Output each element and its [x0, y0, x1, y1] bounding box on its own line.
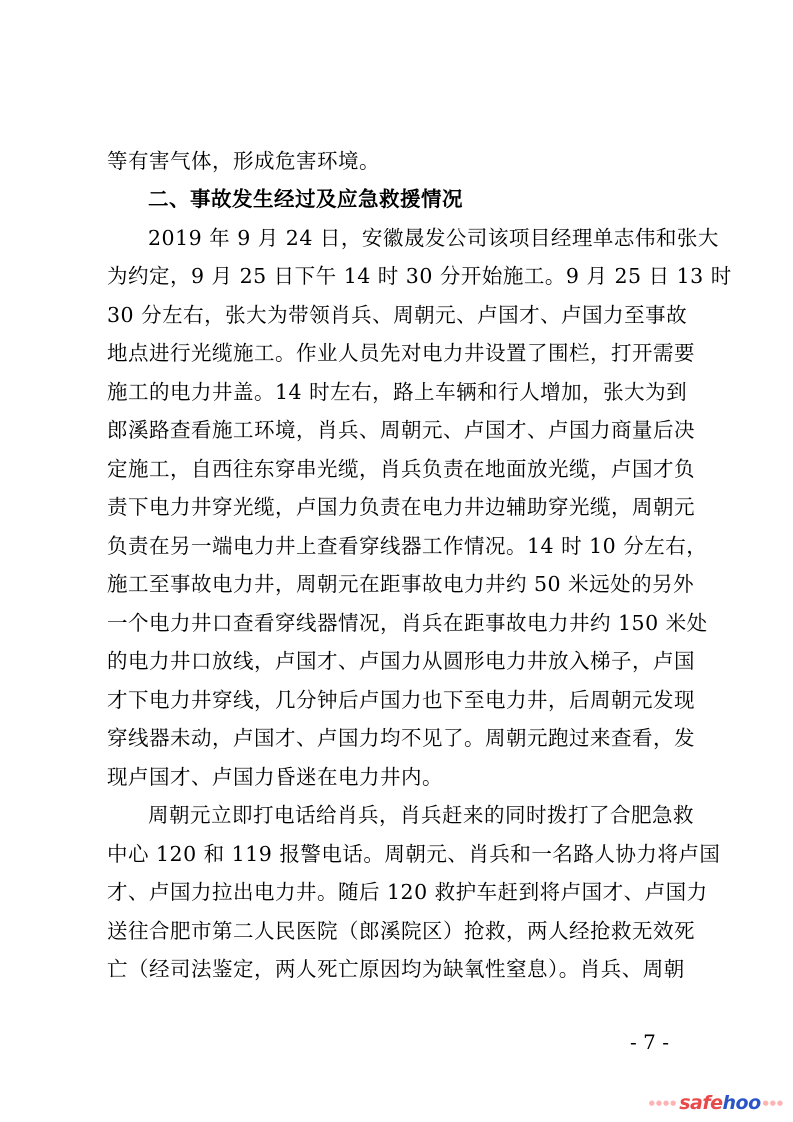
paragraph-line: 亡（经司法鉴定，两人死亡原因均为缺氧性窒息）。肖兵、周朝 — [107, 957, 685, 981]
paragraph-line: 30 分左右，张大为带领肖兵、周朝元、卢国才、卢国力至事故 — [107, 303, 688, 327]
paragraph-line: 地点进行光缆施工。作业人员先对电力井设置了围栏，打开需要 — [107, 341, 695, 365]
paragraph-line: 等有害气体，形成危害环境。 — [107, 149, 380, 173]
page-number: - 7 - — [630, 1030, 669, 1054]
paragraph-line: 现卢国才、卢国力昏迷在电力井内。 — [107, 765, 443, 789]
paragraph-line: 定施工，自西往东穿串光缆，肖兵负责在地面放光缆，卢国才负 — [107, 457, 695, 481]
paragraph-line: 2019 年 9 月 24 日，安徽晟发公司该项目经理单志伟和张大 — [148, 226, 719, 250]
watermark-tail-dots-icon: ●●● — [762, 1099, 784, 1107]
paragraph-line: 施工至事故电力井，周朝元在距事故电力井约 50 米远处的另外 — [107, 572, 695, 596]
section-heading: 二、事故发生经过及应急救援情况 — [148, 187, 463, 211]
paragraph-line: 穿线器未动，卢国才、卢国力均不见了。周朝元跑过来查看，发 — [107, 726, 695, 750]
paragraph-line: 周朝元立即打电话给肖兵，肖兵赶来的同时拨打了合肥急救 — [148, 803, 694, 827]
watermark-logo — [648, 1092, 784, 1114]
paragraph-line: 施工的电力井盖。14 时左右，路上车辆和行人增加，张大为到 — [107, 380, 688, 404]
paragraph-line: 的电力井口放线，卢国才、卢国力从圆形电力井放入梯子，卢国 — [107, 649, 695, 673]
watermark-safe-text: safe — [679, 1092, 723, 1114]
paragraph-line: 才下电力井穿线，几分钟后卢国力也下至电力井，后周朝元发现 — [107, 688, 695, 712]
paragraph-line: 郎溪路查看施工环境，肖兵、周朝元、卢国才、卢国力商量后决 — [107, 418, 695, 442]
paragraph-line: 责下电力井穿光缆，卢国力负责在电力井边辅助穿光缆，周朝元 — [107, 495, 695, 519]
paragraph-line: 中心 120 和 119 报警电话。周朝元、肖兵和一名路人协力将卢国 — [107, 842, 721, 866]
paragraph-line: 为约定，9 月 25 日下午 14 时 30 分开始施工。9 月 25 日 13 时 — [107, 264, 732, 288]
paragraph-line: 负责在另一端电力井上查看穿线器工作情况。14 时 10 分左右， — [107, 534, 708, 558]
watermark-dots-icon: ●●●● — [648, 1099, 678, 1107]
paragraph-line: 送往合肥市第二人民医院（郎溪院区）抢救，两人经抢救无效死 — [107, 919, 695, 943]
watermark-hoo-text: hoo — [722, 1092, 761, 1114]
paragraph-line: 才、卢国力拉出电力井。随后 120 救护车赶到将卢国才、卢国力 — [107, 880, 708, 904]
paragraph-line: 一个电力井口查看穿线器情况，肖兵在距事故电力井约 150 米处 — [107, 611, 708, 635]
